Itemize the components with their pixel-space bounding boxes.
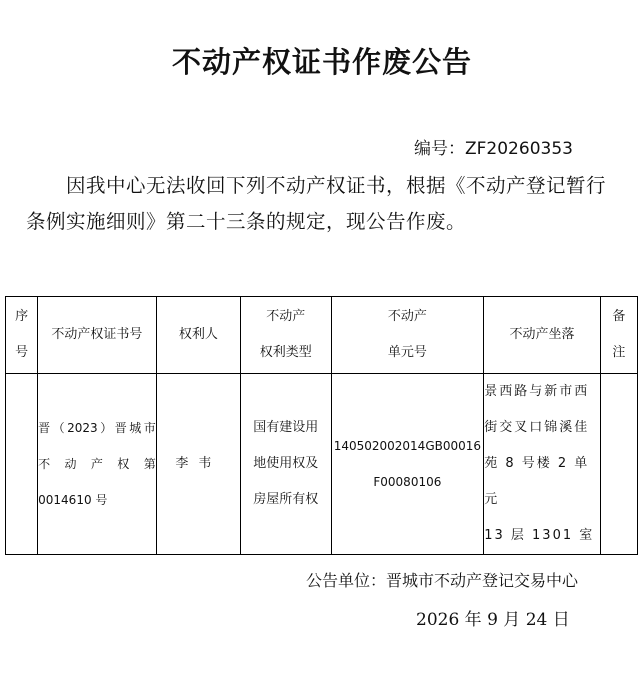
certificate-table [5,296,638,555]
header-location: 不动产坐落 [484,297,601,374]
cell-location [484,374,601,555]
cert-no-line1: 晋（2023）晋城市 [38,421,156,435]
notice-number-label: 编号： [414,139,465,159]
header-seq-line2: 号 [15,345,29,360]
notice-title: 不动产权证书作废公告 [171,45,472,79]
issuer-label: 公告单位： [306,571,387,590]
location-line1: 景西路与新市西 [484,384,590,399]
header-unit-line2: 单元号 [387,345,427,360]
header-seq-line1: 序 [15,309,29,324]
header-holder: 权利人 [156,297,240,374]
cert-no-line3: 0014610 号 [38,493,108,507]
header-unit-no [331,297,484,374]
type-line1: 国有建设用 [253,420,319,435]
type-line2: 地使用权及 [253,456,319,471]
location-line4: 13 层 1301 室 [484,528,595,543]
notice-body: 因我中心无法收回下列不动产权证书，根据《不动产登记暂行条例实施细则》第二十三条的规定，现公告作废。 [26,174,607,233]
header-unit-line1: 不动产 [387,309,427,324]
header-remark [600,297,637,374]
notice-number-value: ZF20260353 [465,139,573,159]
notice-date: 2026 年 9 月 24 日 [416,610,570,630]
cell-unit-no [331,374,484,555]
unit-line1: 140502002014GB00016 [333,439,482,453]
unit-line2: F00080106 [373,475,442,489]
header-type-line2: 权利类型 [259,345,312,360]
header-remark-line2: 注 [612,345,626,360]
header-type-line1: 不动产 [266,309,306,324]
cert-no-line2: 不 动 产 权 第 [38,457,156,471]
table-row [6,374,638,555]
cell-right-type [241,374,331,555]
cell-holder: 李韦 [156,374,240,555]
table-header-row [6,297,638,374]
type-line3: 房屋所有权 [253,492,319,507]
cell-remark [600,374,637,555]
notice-number [414,134,573,159]
header-right-type [241,297,331,374]
location-line2: 街交叉口锦溪佳 [484,420,590,435]
cell-cert-no [38,374,157,555]
location-line3: 苑 8 号楼 2 单元 [484,456,590,507]
cell-seq [6,374,38,555]
header-cert-no: 不动产权证书号 [38,297,157,374]
issuer-name: 晋城市不动产登记交易中心 [386,571,579,590]
header-remark-line1: 备 [612,309,626,324]
issuer [306,568,578,591]
header-seq [6,297,38,374]
